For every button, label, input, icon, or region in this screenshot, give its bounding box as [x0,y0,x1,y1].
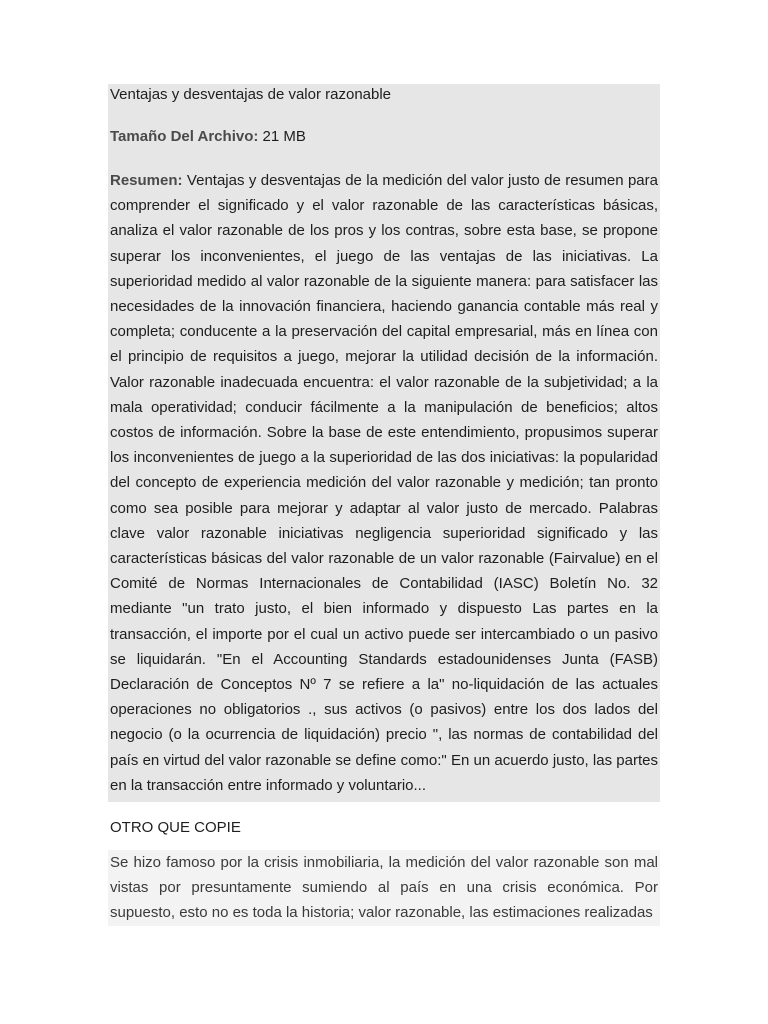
document-page [108,84,660,926]
file-size-value: 21 MB [262,128,306,145]
excerpt-paragraph: Se hizo famoso por la crisis inmobiliaria, la medición del valor razonable son mal vistas por presuntamente sumiendo al país en una crisis económica. Por supuesto, esto no es toda la historia; valor razonable, las estimaciones realizadas [110,854,658,922]
document-title: Ventajas y desventajas de valor razonable [110,86,392,103]
file-size-label: Tamaño Del Archivo: [110,128,259,145]
file-size-line [110,127,658,147]
section-heading: OTRO QUE COPIE [110,819,241,837]
summary-block [108,84,660,802]
excerpt-block [108,850,660,926]
summary-text: Ventajas y desventajas de la medición del valor justo de resumen para comprender el significado y el valor razonable de las características básicas, analiza el valor razonable de los pros y los contras, sobre esta base, se propone superar los inconvenientes, el juego de las ventajas de las iniciativas. La superioridad medido al valor razonable de la siguiente manera: para satisfacer las necesidades de la innovación financiera, haciendo ganancia contable más real y completa; conducente a la preservación del capital empresarial, más en línea con el principio de requisitos a juego, mejorar la utilidad decisión de la información. Valor razonable inadecuada encuentra: el valor razonable de la subjetividad; a la mala operatividad; conducir fácilmente a la manipulación de beneficios; altos costos de información. Sobre la base de este entendimiento, propusimos superar los inconvenientes de juego a la superioridad de las dos iniciativas: la popularidad del concepto de experiencia medición del valor razonable y medición; tan pronto como sea posible para mejorar y adaptar al valor justo de mercado. Palabras clave valor razonable iniciativas negligencia superioridad significado y las características básicas del valor razonable de un valor razonable (Fairvalue) en el Comité de Normas Internacionales de Contabilidad (IASC) Boletín No. 32 mediante "un trato justo, el bien informado y dispuesto Las partes en la transacción, el importe por el cual un activo puede ser intercambiado o un pasivo se liquidarán. "En el Accounting Standards estadounidenses Junta (FASB) Declaración de Conceptos Nº 7 se refiere a la" no-liquidación de las actuales operaciones no obligatorios ., sus activos (o pasivos) entre los dos lados del negocio (o la ocurrencia de liquidación) precio ", las normas de contabilidad del país en virtud del valor razonable se define como:" En un acuerdo justo, las partes en la transacción entre informado y voluntario... [110,172,658,794]
summary-label: Resumen: [110,172,183,189]
summary-paragraph [110,168,658,798]
